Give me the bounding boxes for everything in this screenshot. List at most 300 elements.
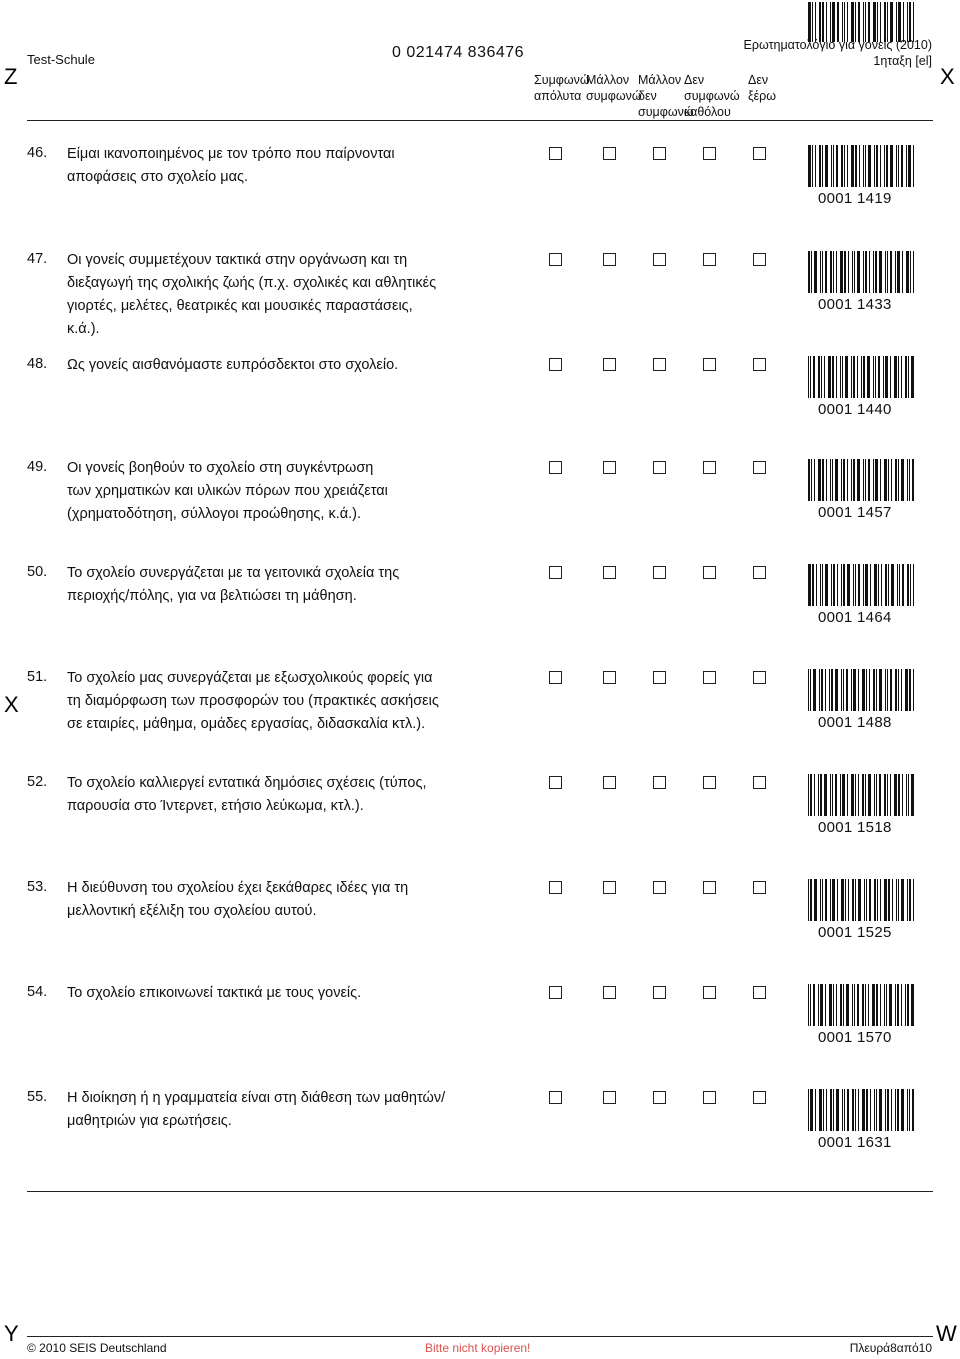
answer-checkbox-5[interactable] — [753, 776, 766, 789]
barcode-bar — [866, 1089, 868, 1131]
barcode-bar — [842, 774, 845, 816]
answer-checkbox-3[interactable] — [653, 1091, 666, 1104]
answer-checkbox-3[interactable] — [653, 776, 666, 789]
barcode-bar — [810, 356, 811, 398]
barcode-bar — [886, 984, 887, 1026]
barcode-bar — [847, 2, 848, 42]
barcode-bar — [901, 879, 904, 921]
barcode-bar — [902, 251, 903, 293]
barcode-bar — [880, 984, 881, 1026]
barcode-bar — [869, 669, 870, 711]
answer-checkbox-5[interactable] — [753, 253, 766, 266]
barcode-bar — [820, 774, 822, 816]
barcode-bar — [911, 356, 914, 398]
question-text-line: Το σχολείο καλλιεργεί εντατικά δημόσιες σχέσεις (τύπος, — [67, 775, 427, 791]
answer-checkbox-1[interactable] — [549, 461, 562, 474]
barcode-bar — [826, 459, 827, 501]
barcode-bar — [896, 879, 897, 921]
barcode-bar — [890, 251, 892, 293]
answer-checkbox-2[interactable] — [603, 671, 616, 684]
barcode-bar — [894, 356, 897, 398]
barcode-bar — [825, 669, 826, 711]
question-number: 46. — [27, 145, 48, 161]
barcode-bar — [822, 879, 823, 921]
barcode-bar — [888, 879, 890, 921]
barcode-bar — [853, 459, 855, 501]
barcode-bar — [852, 879, 854, 921]
barcode-bar — [858, 879, 861, 921]
answer-checkbox-1[interactable] — [549, 358, 562, 371]
barcode-bar — [907, 564, 909, 606]
corner-mark-top-left: Z — [4, 64, 18, 89]
answer-checkbox-5[interactable] — [753, 671, 766, 684]
answer-checkbox-4[interactable] — [703, 671, 716, 684]
barcode-bar — [887, 669, 888, 711]
barcode-bar — [874, 1089, 875, 1131]
corner-mark-bottom-right: W — [936, 1321, 957, 1346]
barcode-bar — [865, 984, 866, 1026]
question-text-line: Η διεύθυνση του σχολείου έχει ξεκάθαρες ιδέες για τη — [67, 880, 409, 896]
barcode-bar — [888, 459, 889, 501]
barcode-bar — [833, 145, 834, 187]
barcode-bar — [826, 2, 827, 42]
footer-rule — [27, 1336, 933, 1337]
barcode-bar — [822, 251, 823, 293]
barcode-bar — [913, 2, 914, 42]
barcode-bar — [851, 145, 854, 187]
answer-checkbox-2[interactable] — [603, 253, 616, 266]
barcode-bar — [851, 356, 852, 398]
barcode-bar — [867, 356, 870, 398]
barcode-bar — [901, 356, 902, 398]
barcode-bar — [913, 879, 914, 921]
barcode-bar — [857, 356, 858, 398]
answer-checkbox-4[interactable] — [703, 253, 716, 266]
barcode-bar — [891, 1089, 892, 1131]
question-text — [67, 354, 537, 377]
barcode-bar — [844, 251, 846, 293]
barcode-bar — [874, 774, 875, 816]
barcode-bar — [876, 1089, 877, 1131]
barcode-bar — [902, 564, 904, 606]
question-code: 0001 1518 — [818, 819, 892, 836]
answer-checkbox-3[interactable] — [653, 566, 666, 579]
barcode-bar — [851, 2, 854, 42]
question-text-line: Οι γονείς συμμετέχουν τακτικά στην οργάνωση και τη — [67, 252, 408, 268]
question-code: 0001 1525 — [818, 924, 892, 941]
barcode-bar — [844, 2, 845, 42]
barcode-bar — [833, 251, 834, 293]
question-number: 54. — [27, 984, 48, 1000]
barcode-bar — [855, 1089, 856, 1131]
barcode-bar — [906, 251, 909, 293]
barcode-bar — [848, 251, 849, 293]
question-text-line: μαθητριών για ερωτήσεις. — [67, 1113, 232, 1129]
answer-checkbox-4[interactable] — [703, 986, 716, 999]
barcode-bar — [883, 356, 884, 398]
barcode-bar — [853, 669, 856, 711]
barcode-bar — [835, 669, 838, 711]
barcode-bar — [907, 1089, 908, 1131]
question-text-line: κ.ά.). — [67, 321, 100, 337]
barcode-bar — [898, 459, 899, 501]
barcode-bar — [830, 2, 831, 42]
barcode-bar — [843, 459, 845, 501]
answer-checkbox-2[interactable] — [603, 147, 616, 160]
question-text-line: (χρηματοδότηση, σύλλογοι προώθησης, κ.ά.). — [67, 506, 362, 522]
barcode-bar — [885, 1089, 886, 1131]
answer-checkbox-4[interactable] — [703, 358, 716, 371]
barcode-bar — [895, 459, 897, 501]
question-text — [67, 143, 537, 189]
barcode-bar — [878, 564, 879, 606]
question-barcode — [808, 459, 920, 501]
barcode-bar — [830, 774, 831, 816]
answer-checkbox-4[interactable] — [703, 461, 716, 474]
answer-checkbox-1[interactable] — [549, 253, 562, 266]
column-heading-agree-fully: Συμφωνώ απόλυτα — [534, 73, 590, 103]
barcode-bar — [854, 984, 855, 1026]
answer-checkbox-1[interactable] — [549, 776, 562, 789]
barcode-bar — [907, 984, 909, 1026]
barcode-bar — [841, 564, 842, 606]
barcode-bar — [855, 879, 856, 921]
question-text-line: γιορτές, μελέτες, θεατρικές και μουσικές παραστάσεις, — [67, 298, 413, 314]
barcode-bar — [878, 356, 880, 398]
corner-mark-top-right: X — [940, 64, 955, 89]
barcode-bar — [879, 669, 882, 711]
barcode-bar — [828, 356, 831, 398]
barcode-bar — [903, 2, 904, 42]
answer-checkbox-3[interactable] — [653, 881, 666, 894]
barcode-bar — [829, 669, 830, 711]
question-barcode — [808, 669, 920, 711]
barcode-bar — [913, 564, 914, 606]
barcode-bar — [879, 1089, 882, 1131]
barcode-bar — [910, 251, 911, 293]
barcode-bar — [888, 564, 889, 606]
barcode-bar — [808, 356, 809, 398]
barcode-bar — [843, 984, 844, 1026]
question-text-line: Οι γονείς βοηθούν το σχολείο στη συγκέντρωση — [67, 460, 374, 476]
question-text-line: σε εταιρίες, μάθημα, ομάδες εργασίας, διδασκαλία κτλ.). — [67, 716, 426, 732]
question-text-line: περιοχής/πόλης, για να βελτιώσει τη μάθηση. — [67, 588, 357, 604]
barcode-bar — [812, 564, 814, 606]
barcode-bar — [905, 356, 907, 398]
barcode-bar — [897, 564, 898, 606]
barcode-bar — [901, 459, 904, 501]
barcode-bar — [890, 669, 892, 711]
form-barcode — [808, 2, 958, 42]
barcode-bar — [895, 984, 896, 1026]
barcode-bar — [820, 251, 821, 293]
question-number: 51. — [27, 669, 48, 685]
barcode-bar — [840, 984, 842, 1026]
barcode-bar — [885, 564, 887, 606]
question-text — [67, 457, 537, 526]
barcode-bar — [884, 774, 886, 816]
barcode-bar — [858, 774, 859, 816]
barcode-bar — [847, 564, 850, 606]
barcode-bar — [898, 356, 899, 398]
question-barcode — [808, 145, 920, 187]
answer-checkbox-2[interactable] — [603, 986, 616, 999]
barcode-bar — [911, 774, 914, 816]
barcode-bar — [895, 1089, 896, 1131]
answer-checkbox-3[interactable] — [653, 671, 666, 684]
question-code: 0001 1631 — [818, 1134, 892, 1151]
barcode-bar — [855, 774, 856, 816]
barcode-bar — [892, 879, 893, 921]
answer-checkbox-1[interactable] — [549, 881, 562, 894]
barcode-bar — [879, 251, 882, 293]
barcode-bar — [810, 774, 812, 816]
barcode-bar — [825, 984, 826, 1026]
question-text — [67, 667, 537, 736]
answer-checkbox-5[interactable] — [753, 358, 766, 371]
question-text — [67, 982, 537, 1005]
barcode-bar — [897, 251, 900, 293]
barcode-bar — [876, 145, 878, 187]
barcode-bar — [875, 251, 877, 293]
barcode-bar — [908, 774, 909, 816]
answer-checkbox-4[interactable] — [703, 566, 716, 579]
question-barcode — [808, 1089, 920, 1131]
barcode-bar — [863, 145, 864, 187]
question-barcode — [808, 984, 920, 1026]
barcode-bar — [845, 879, 846, 921]
barcode-bar — [896, 145, 897, 187]
barcode-bar — [815, 145, 816, 187]
barcode-bar — [833, 1089, 834, 1131]
barcode-bar — [837, 2, 839, 42]
answer-checkbox-5[interactable] — [753, 566, 766, 579]
barcode-bar — [844, 145, 845, 187]
barcode-bar — [818, 356, 820, 398]
barcode-bar — [894, 774, 897, 816]
barcode-bar — [853, 356, 855, 398]
question-barcode — [808, 879, 920, 921]
barcode-bar — [868, 145, 871, 187]
barcode-bar — [837, 564, 838, 606]
barcode-bar — [853, 564, 854, 606]
barcode-bar — [841, 879, 844, 921]
barcode-bar — [814, 251, 817, 293]
barcode-bar — [906, 145, 907, 187]
barcode-bar — [887, 1089, 889, 1131]
answer-checkbox-2[interactable] — [603, 1091, 616, 1104]
barcode-bar — [880, 2, 881, 42]
footer-copyright: © 2010 SEIS Deutschland — [27, 1341, 167, 1355]
barcode-bar — [810, 669, 811, 711]
barcode-bar — [852, 1089, 854, 1131]
barcode-bar — [808, 984, 809, 1026]
barcode-bar — [899, 564, 900, 606]
answer-checkbox-4[interactable] — [703, 881, 716, 894]
barcode-bar — [832, 2, 835, 42]
barcode-bar — [877, 2, 878, 42]
answer-checkbox-3[interactable] — [653, 253, 666, 266]
barcode-bar — [845, 356, 848, 398]
barcode-bar — [832, 356, 834, 398]
column-heading-rather-disagree: Μάλλον δεν συμφωνώ — [638, 73, 694, 119]
header-rule — [27, 120, 933, 121]
answer-checkbox-2[interactable] — [603, 461, 616, 474]
barcode-bar — [821, 356, 822, 398]
barcode-bar — [907, 459, 908, 501]
barcode-bar — [846, 669, 848, 711]
barcode-bar — [862, 984, 864, 1026]
barcode-bar — [810, 879, 812, 921]
question-number: 47. — [27, 251, 48, 267]
barcode-bar — [841, 145, 843, 187]
answer-checkbox-1[interactable] — [549, 671, 562, 684]
answer-checkbox-1[interactable] — [549, 147, 562, 160]
question-text-line: Το σχολείο μας συνεργάζεται με εξωσχολικούς φορείς για — [67, 670, 433, 686]
answer-checkbox-2[interactable] — [603, 881, 616, 894]
barcode-bar — [909, 669, 911, 711]
barcode-bar — [858, 669, 859, 711]
barcode-bar — [818, 774, 819, 816]
barcode-bar — [913, 145, 914, 187]
column-heading-rather-agree: Μάλλον συμφωνώ — [586, 73, 642, 103]
question-code: 0001 1457 — [818, 504, 892, 521]
barcode-bar — [901, 984, 902, 1026]
barcode-bar — [865, 145, 866, 187]
barcode-bar — [913, 251, 914, 293]
question-text-line: των χρηματικών και υλικών πόρων που χρειάζεται — [67, 483, 388, 499]
barcode-bar — [884, 145, 885, 187]
barcode-bar — [812, 145, 813, 187]
barcode-bar — [896, 2, 897, 42]
question-code: 0001 1464 — [818, 609, 892, 626]
barcode-bar — [844, 1089, 845, 1131]
answer-checkbox-2[interactable] — [603, 776, 616, 789]
barcode-bar — [863, 251, 864, 293]
barcode-bar — [858, 1089, 859, 1131]
barcode-bar — [852, 984, 853, 1026]
barcode-bar — [863, 356, 865, 398]
answer-checkbox-1[interactable] — [549, 986, 562, 999]
answer-checkbox-5[interactable] — [753, 147, 766, 160]
barcode-bar — [898, 774, 900, 816]
barcode-bar — [865, 774, 866, 816]
barcode-bar — [835, 774, 837, 816]
barcode-bar — [819, 2, 821, 42]
barcode-bar — [887, 2, 888, 42]
barcode-bar — [890, 145, 893, 187]
barcode-bar — [858, 564, 860, 606]
barcode-bar — [836, 1089, 839, 1131]
column-heading-dont-know: Δεν ξέρω — [748, 73, 777, 103]
question-text-line: Είμαι ικανοποιημένος με τον τρόπο που παίρνονται — [67, 146, 395, 162]
barcode-bar — [898, 879, 899, 921]
column-heading-disagree: Δεν συμφωνώ καθόλου — [684, 73, 740, 119]
barcode-bar — [906, 774, 907, 816]
barcode-bar — [877, 879, 878, 921]
barcode-bar — [822, 2, 824, 42]
barcode-bar — [905, 669, 908, 711]
barcode-bar — [884, 879, 887, 921]
corner-mark-bottom-left: Y — [4, 1321, 19, 1346]
barcode-bar — [898, 145, 899, 187]
barcode-bar — [862, 1089, 865, 1131]
answer-checkbox-3[interactable] — [653, 358, 666, 371]
barcode-bar — [831, 669, 833, 711]
barcode-bar — [808, 459, 810, 501]
barcode-bar — [913, 669, 914, 711]
barcode-bar — [881, 564, 882, 606]
answer-checkbox-4[interactable] — [703, 1091, 716, 1104]
barcode-bar — [909, 879, 911, 921]
question-code: 0001 1433 — [818, 296, 892, 313]
question-code: 0001 1488 — [818, 714, 892, 731]
barcode-bar — [859, 145, 860, 187]
barcode-bar — [884, 2, 886, 42]
question-text-line: αποφάσεις στο σχολείο μας. — [67, 169, 248, 185]
barcode-bar — [822, 564, 823, 606]
barcode-bar — [891, 459, 892, 501]
barcode-bar — [902, 774, 903, 816]
answer-checkbox-2[interactable] — [603, 566, 616, 579]
barcode-bar — [874, 879, 876, 921]
barcode-bar — [831, 145, 832, 187]
answer-checkbox-5[interactable] — [753, 461, 766, 474]
barcode-bar — [868, 984, 869, 1026]
barcode-bar — [890, 2, 893, 42]
barcode-bar — [833, 564, 835, 606]
answer-checkbox-5[interactable] — [753, 881, 766, 894]
answer-checkbox-3[interactable] — [653, 147, 666, 160]
barcode-bar — [857, 984, 859, 1026]
barcode-bar — [861, 356, 862, 398]
answer-checkbox-1[interactable] — [549, 1091, 562, 1104]
barcode-bar — [865, 251, 867, 293]
barcode-bar — [808, 564, 811, 606]
barcode-bar — [846, 984, 849, 1026]
question-barcode — [808, 564, 920, 606]
barcode-bar — [890, 774, 891, 816]
question-barcode — [808, 774, 920, 816]
question-text — [67, 249, 537, 341]
barcode-bar — [908, 145, 911, 187]
question-code: 0001 1440 — [818, 401, 892, 418]
barcode-bar — [873, 251, 874, 293]
answer-checkbox-5[interactable] — [753, 1091, 766, 1104]
answer-checkbox-4[interactable] — [703, 147, 716, 160]
answer-checkbox-3[interactable] — [653, 461, 666, 474]
barcode-bar — [901, 145, 903, 187]
answer-checkbox-1[interactable] — [549, 566, 562, 579]
answer-checkbox-3[interactable] — [653, 986, 666, 999]
barcode-bar — [830, 251, 832, 293]
question-text-line: παρουσία στο Ίντερνετ, ετήσιο λεύκωμα, κτλ.). — [67, 798, 364, 814]
barcode-bar — [873, 356, 874, 398]
answer-checkbox-4[interactable] — [703, 776, 716, 789]
barcode-bar — [901, 1089, 904, 1131]
barcode-bar — [835, 459, 838, 501]
barcode-bar — [847, 145, 848, 187]
barcode-bar — [825, 879, 827, 921]
barcode-bar — [813, 984, 815, 1026]
barcode-bar — [909, 1089, 910, 1131]
barcode-bar — [810, 1089, 813, 1131]
answer-checkbox-5[interactable] — [753, 986, 766, 999]
barcode-bar — [851, 774, 854, 816]
answer-checkbox-2[interactable] — [603, 358, 616, 371]
barcode-bar — [822, 459, 824, 501]
barcode-bar — [836, 145, 838, 187]
